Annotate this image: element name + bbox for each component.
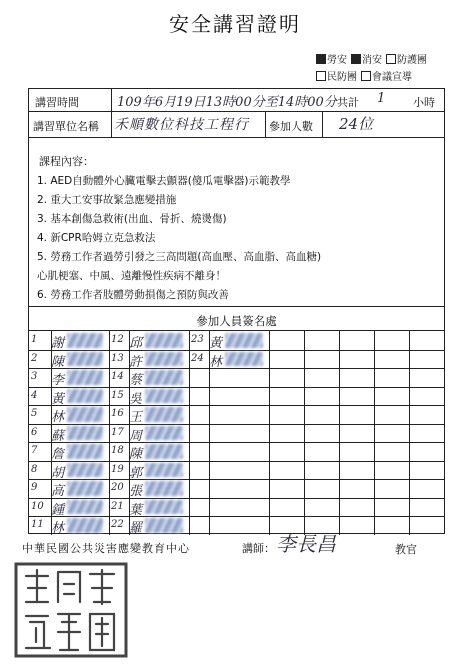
signature-number: 16 [111, 408, 124, 419]
signature-name: 鍾 [51, 502, 65, 518]
signature-name: 王 [129, 410, 143, 425]
redacted-signature [145, 481, 183, 496]
redacted-signature [67, 426, 103, 441]
redacted-signature [145, 389, 183, 404]
signature-number: 3 [31, 371, 38, 382]
unchecked-box-icon [386, 54, 396, 64]
redacted-signature [145, 500, 183, 515]
signature-number: 12 [111, 334, 124, 345]
checked-box-icon [316, 54, 326, 64]
signature-name: 林 [209, 354, 223, 370]
course-item: 6. 勞務工作者肢體勞動損傷之預防與改善 [37, 289, 229, 301]
unchecked-box-icon [316, 71, 326, 81]
redacted-signature [67, 370, 103, 385]
signature-number: 5 [31, 408, 38, 419]
signature-name: 詹 [51, 447, 65, 462]
total-value: 1 [377, 91, 386, 106]
redacted-signature [145, 407, 183, 422]
instructor-signature: 李長昌 [276, 532, 336, 556]
instructor-label: 講師： [242, 542, 275, 555]
signature-name: 謝 [51, 336, 65, 351]
signature-name: 高 [51, 484, 65, 499]
signature-number: 6 [31, 426, 38, 438]
total-label: 共計 [337, 96, 359, 109]
signature-number: 2 [31, 352, 38, 364]
signature-number: 10 [31, 500, 44, 512]
time-value: 109年6月19日13時00分至14時00分 [117, 95, 337, 110]
seal-glyph [90, 614, 114, 650]
official-seal [14, 562, 128, 658]
redacted-signature [145, 518, 183, 533]
category-label: 防護團 [397, 55, 427, 66]
redacted-signature [145, 426, 183, 441]
course-item: 2. 重大工安事故緊急應變措施 [37, 194, 177, 206]
course-item: 3. 基本創傷急救術(出血、骨折、燒燙傷) [37, 213, 227, 225]
signature-number: 1 [31, 334, 38, 345]
redacted-signature [145, 352, 183, 367]
redacted-signature [67, 352, 103, 367]
signature-name: 陳 [129, 447, 143, 462]
participants-label: 參加人數 [269, 120, 313, 133]
unit-value: 禾順數位科技工程行 [114, 117, 249, 133]
signature-name: 李 [51, 373, 65, 388]
page-title: 安全講習證明 [169, 12, 301, 36]
signature-number: 15 [111, 389, 124, 401]
signature-number: 7 [31, 445, 38, 456]
hours-unit: 小時 [413, 96, 435, 109]
signature-number: 9 [31, 482, 38, 493]
course-item: 5. 勞務工作者過勞引發之三高問題(高血壓、高血脂、高血糖) [37, 251, 322, 263]
training-form [28, 88, 445, 534]
redacted-signature [225, 352, 263, 367]
seal-glyph [26, 570, 48, 602]
signature-number: 23 [191, 334, 204, 345]
signature-name: 蔡 [129, 373, 143, 388]
signature-number: 4 [31, 389, 38, 401]
signature-name: 周 [129, 428, 143, 444]
category-option-r1-2 [386, 52, 427, 69]
category-checkboxes [316, 52, 427, 86]
category-label: 勞安 [327, 55, 347, 66]
signature-name: 許 [129, 354, 143, 370]
seal-glyph [58, 572, 80, 602]
organization-name: 中華民國公共災害應變教育中心 [22, 542, 190, 555]
course-item: 1. AED自動體外心臟電擊去顫器(傻瓜電擊器)示範教學 [37, 175, 291, 187]
course-item: 4. 新CPR哈姆立克急救法 [37, 232, 156, 244]
signature-number: 19 [111, 463, 124, 475]
redacted-signature [145, 333, 183, 348]
signature-name: 陳 [51, 354, 65, 370]
redacted-signature [67, 389, 103, 404]
checked-box-icon [351, 54, 361, 64]
signature-name: 胡 [51, 465, 65, 481]
time-label: 講習時間 [35, 96, 79, 109]
seal-glyph [58, 614, 80, 650]
courses-heading: 課程內容： [39, 155, 94, 168]
course-item: 心肌梗塞、中風、遠離慢性疾病不離身！ [37, 270, 226, 282]
signature-name: 黃 [209, 336, 223, 351]
category-label: 消安 [362, 55, 382, 66]
signature-number: 22 [111, 519, 124, 530]
participants-value: 24位 [339, 115, 374, 133]
category-option-r1-0 [316, 52, 347, 69]
signature-number: 8 [31, 463, 38, 475]
category-option-r2-0 [316, 69, 357, 86]
seal-glyph [26, 616, 50, 648]
category-label: 民防團 [327, 72, 357, 83]
signature-number: 17 [111, 426, 124, 438]
signature-number: 20 [111, 482, 124, 493]
redacted-signature [225, 333, 263, 348]
signature-heading: 參加人員簽名處 [196, 314, 277, 328]
signature-name: 羅 [129, 521, 143, 536]
redacted-signature [67, 500, 103, 515]
signature-number: 13 [111, 352, 124, 364]
redacted-signature [145, 463, 183, 478]
redacted-signature [67, 463, 103, 478]
signature-number: 18 [111, 445, 124, 456]
redacted-signature [67, 333, 103, 348]
redacted-signature [67, 444, 103, 459]
unit-label: 講習單位名稱 [33, 120, 99, 133]
signature-number: 21 [111, 500, 124, 512]
redacted-signature [145, 370, 183, 385]
signature-name: 蘇 [51, 428, 65, 444]
instructor-role: 教官 [395, 543, 417, 556]
signature-name: 張 [129, 484, 143, 499]
signature-number: 14 [111, 371, 124, 382]
redacted-signature [67, 481, 103, 496]
redacted-signature [67, 518, 103, 533]
signature-name: 邱 [129, 336, 143, 351]
signature-name: 郭 [129, 465, 143, 481]
category-option-r2-1 [361, 69, 412, 86]
category-option-r1-1 [351, 52, 382, 69]
category-label: 會議宣導 [372, 72, 412, 83]
signature-number: 24 [191, 352, 204, 364]
signature-name: 林 [51, 521, 65, 536]
redacted-signature [145, 444, 183, 459]
signature-name: 葉 [129, 502, 143, 518]
signature-number: 11 [31, 519, 44, 530]
seal-glyph [90, 570, 114, 604]
unchecked-box-icon [361, 71, 371, 81]
redacted-signature [67, 407, 103, 422]
signature-name: 黃 [51, 391, 65, 407]
signature-name: 林 [51, 410, 65, 425]
signature-name: 吳 [129, 391, 143, 407]
